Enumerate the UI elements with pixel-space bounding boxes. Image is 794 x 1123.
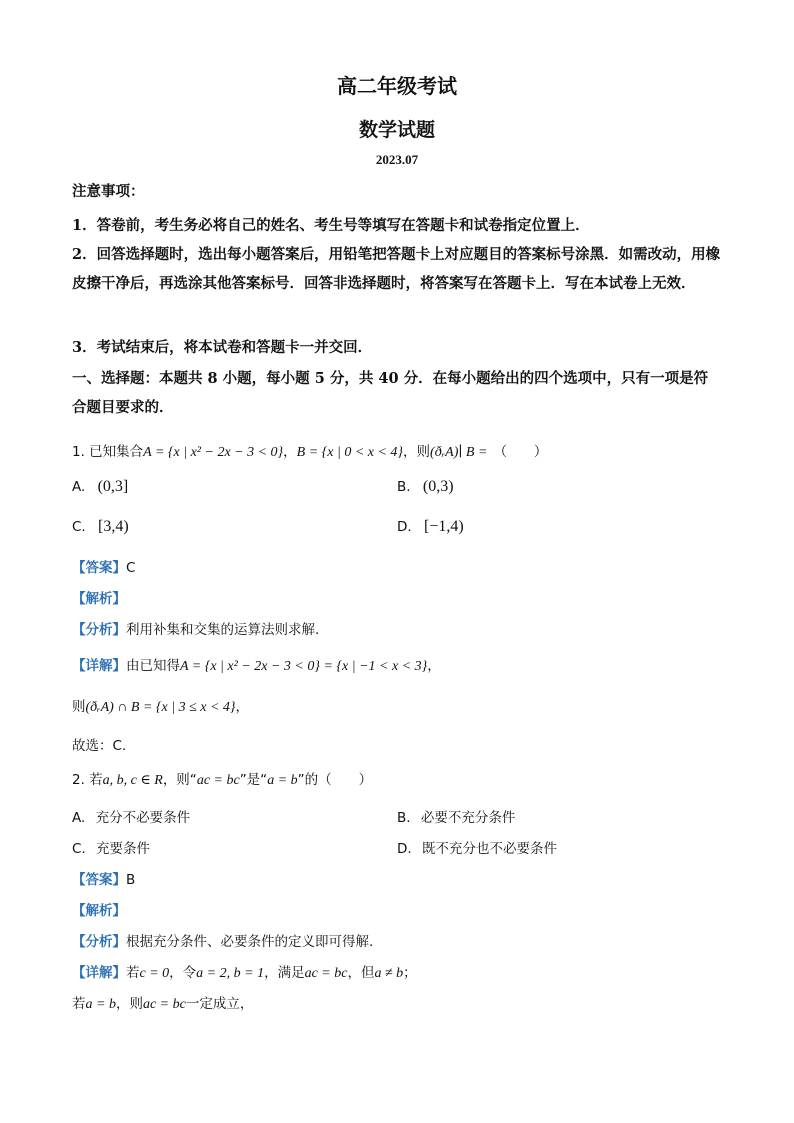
q2-m3: ac = bc bbox=[304, 966, 348, 981]
q1-fenxi-tag: 【分析】 bbox=[72, 622, 126, 638]
q2-option-b-label: B. bbox=[397, 810, 411, 826]
q2-y1: 若 bbox=[72, 996, 86, 1012]
q2-option-c-value: 充要条件 bbox=[96, 841, 151, 857]
q1-then: ，则 bbox=[403, 444, 431, 460]
exam-title: 高二年级考试 bbox=[337, 74, 457, 98]
q2-answer bbox=[72, 868, 135, 888]
q2-m2: a = 2, b = 1 bbox=[196, 966, 265, 981]
q2-fenxi bbox=[72, 930, 373, 950]
q2-fenxi-text: 根据充分条件、必要条件的定义即可得解. bbox=[126, 934, 374, 950]
notice-item-3: 3．考试结束后，将本试卷和答题卡一并交回． bbox=[72, 339, 373, 356]
q1-option-d-label: D. bbox=[397, 519, 412, 535]
q1-fenxi bbox=[72, 618, 319, 638]
q1-expression: (ðᵣA)∣ B = bbox=[430, 445, 488, 460]
q1-option-d-value: [−1,4) bbox=[423, 518, 464, 535]
q1-answer-value: C bbox=[126, 560, 136, 576]
exam-date: 2023.07 bbox=[375, 152, 419, 167]
q1-step-2 bbox=[72, 695, 249, 716]
q1-conclusion-text: 故选：C. bbox=[72, 738, 127, 754]
q1-xiangjie-math: A = {x | x² − 2x − 3 < 0} = {x | −1 < x < 3} bbox=[180, 659, 428, 674]
q2-x5: ； bbox=[403, 965, 417, 981]
section-heading: 一、选择题：本题共 8 小题，每小题 5 分，共 40 分．在每小题给出的四个选项中，只有一项是符合题目要求的． bbox=[72, 370, 709, 416]
q2-n1: a = b bbox=[85, 997, 116, 1012]
q1-step2-math: (ðᵣA) ∩ B = {x | 3 ≤ x < 4} bbox=[85, 700, 236, 715]
q1-step2-pre: 则 bbox=[72, 699, 86, 715]
q2-answer-tag: 【答案】 bbox=[72, 872, 126, 888]
q2-m1: c = 0 bbox=[139, 966, 170, 981]
q2-x3: ，满足 bbox=[264, 965, 305, 981]
q1-step2-post: ， bbox=[235, 699, 250, 715]
q1-sep: ， bbox=[283, 444, 297, 460]
q2-stmt1: ac = bc bbox=[196, 773, 240, 788]
q1-option-d bbox=[397, 518, 464, 536]
q2-xiangjie-tag: 【详解】 bbox=[72, 965, 126, 981]
q1-option-c-value: [3,4) bbox=[98, 518, 129, 535]
notice-item-2: 2．回答选择题时，选出每小题答案后，用铅笔把答题卡上对应题目的答案标号涂黑．如需改动，用橡皮擦干净后，再选涂其他答案标号．回答非选择题时，将答案写在答题卡上．写在本试卷上无效． bbox=[72, 246, 721, 292]
q2-option-c bbox=[72, 837, 150, 857]
q1-analysis-heading bbox=[72, 587, 126, 607]
q1-option-b-label: B. bbox=[397, 479, 411, 495]
notice-heading: 注意事项： bbox=[72, 183, 145, 200]
q1-set-b: B = {x | 0 < x < 4} bbox=[296, 445, 404, 460]
q2-option-a bbox=[72, 806, 190, 826]
q2-prefix: 2. 若 bbox=[72, 772, 103, 788]
q1-prefix: 1. 已知集合 bbox=[72, 444, 144, 460]
q2-option-d bbox=[397, 837, 557, 857]
q2-y2: ，则 bbox=[115, 996, 143, 1012]
q2-n2: ac = bc bbox=[142, 997, 186, 1012]
q1-answer-tag: 【答案】 bbox=[72, 560, 126, 576]
q2-mid3: ”的（ ） bbox=[297, 772, 373, 788]
q1-analysis-tag: 【解析】 bbox=[72, 591, 126, 607]
q1-xiangjie-pre: 由已知得 bbox=[126, 658, 180, 674]
q2-analysis-heading bbox=[72, 899, 126, 919]
q1-option-a bbox=[72, 478, 128, 496]
q1-answer bbox=[72, 556, 135, 576]
q1-fenxi-text: 利用补集和交集的运算法则求解. bbox=[126, 622, 320, 638]
q2-y3: 一定成立， bbox=[185, 996, 254, 1012]
q2-option-b-value: 必要不充分条件 bbox=[420, 810, 516, 826]
q2-stmt2: a = b bbox=[267, 773, 298, 788]
q2-cond: a, b, c ∈ R bbox=[102, 773, 163, 788]
q1-option-c bbox=[72, 518, 129, 536]
q2-option-d-label: D. bbox=[397, 841, 412, 857]
notice-item-1: 1．答卷前，考生务必将自己的姓名、考生号等填写在答题卡和试卷指定位置上． bbox=[72, 217, 590, 234]
q1-xiangjie-post: ， bbox=[427, 658, 441, 674]
q1-set-a: A = {x | x² − 2x − 3 < 0} bbox=[143, 445, 284, 460]
q2-xiangjie bbox=[72, 961, 417, 982]
q2-x4: ，但 bbox=[347, 965, 375, 981]
q1-option-b-value: (0,3) bbox=[422, 478, 454, 495]
q1-option-c-label: C. bbox=[72, 519, 86, 535]
q2-option-a-label: A. bbox=[72, 810, 86, 826]
q1-option-b bbox=[397, 478, 454, 496]
q1-option-a-value: (0,3] bbox=[97, 478, 129, 495]
q2-m4: a ≠ b bbox=[374, 966, 404, 981]
question-1-stem bbox=[72, 440, 547, 461]
q2-step-2 bbox=[72, 992, 253, 1013]
q1-paren: （ ） bbox=[493, 444, 548, 460]
q2-option-b bbox=[397, 806, 515, 826]
q1-conclusion bbox=[72, 734, 126, 754]
q1-xiangjie bbox=[72, 654, 441, 675]
q2-x2: ，令 bbox=[169, 965, 197, 981]
question-2-stem bbox=[72, 768, 372, 789]
q2-fenxi-tag: 【分析】 bbox=[72, 934, 126, 950]
q2-analysis-tag: 【解析】 bbox=[72, 903, 126, 919]
q1-option-a-label: A. bbox=[72, 479, 86, 495]
q2-option-a-value: 充分不必要条件 bbox=[95, 810, 191, 826]
q2-option-c-label: C. bbox=[72, 841, 86, 857]
q1-xiangjie-tag: 【详解】 bbox=[72, 658, 126, 674]
q2-mid1: ，则“ bbox=[162, 772, 197, 788]
q2-x1: 若 bbox=[126, 965, 140, 981]
q2-mid2: ”是“ bbox=[239, 772, 268, 788]
q2-option-d-value: 既不充分也不必要条件 bbox=[421, 841, 557, 857]
exam-subject: 数学试题 bbox=[358, 119, 435, 141]
q2-answer-value: B bbox=[126, 872, 136, 888]
